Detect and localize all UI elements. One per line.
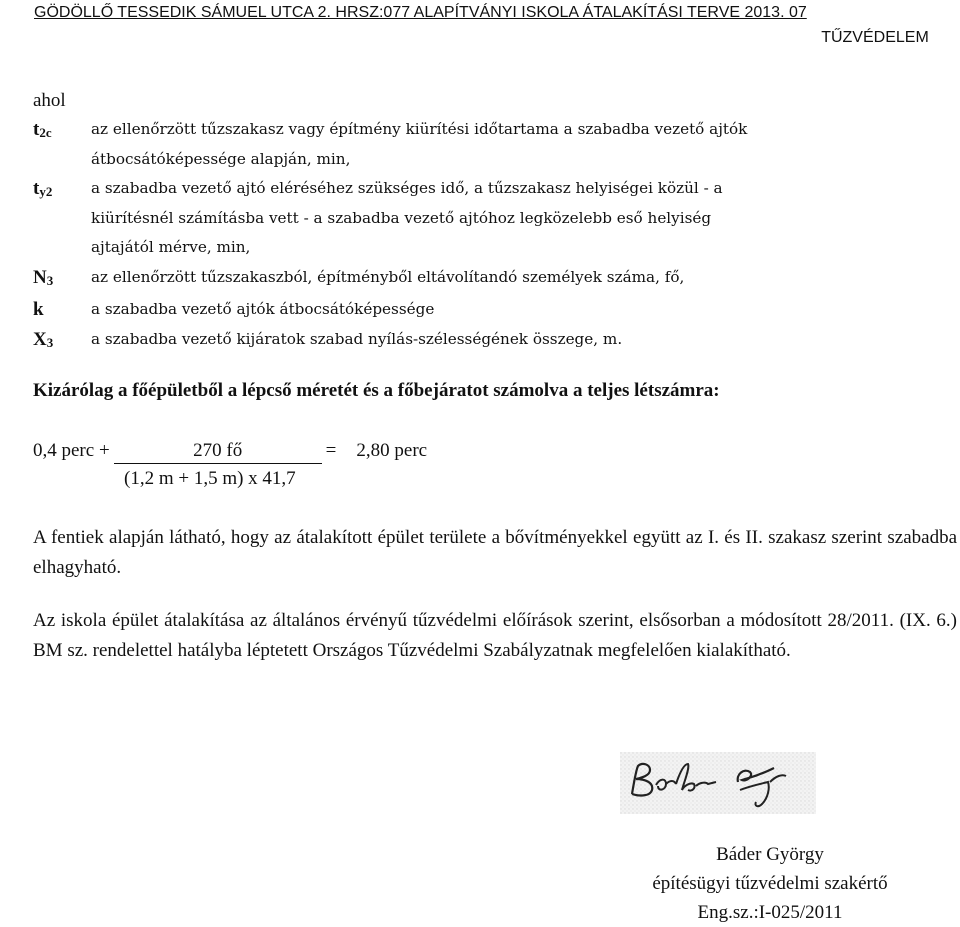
definition-row bbox=[33, 115, 928, 174]
formula-prefix: 0,4 perc + bbox=[33, 440, 110, 461]
definition-symbol bbox=[33, 295, 91, 325]
definition-line: a szabadba vezető kijáratok szabad nyílás-szélességének összege, m. bbox=[91, 329, 623, 348]
definition-symbol bbox=[33, 325, 91, 358]
signature-block bbox=[590, 840, 950, 927]
signer-name: Báder György bbox=[716, 844, 824, 865]
definition-description bbox=[91, 174, 928, 263]
document-header-title: GÖDÖLLŐ TESSEDIK SÁMUEL UTCA 2. HRSZ:077 ALAPÍTVÁNYI ISKOLA ÁTALAKÍTÁSI TERVE 2013. 07 bbox=[34, 4, 807, 21]
definition-row bbox=[33, 295, 928, 325]
definitions-block bbox=[33, 86, 928, 357]
symbol-main: X bbox=[33, 328, 47, 350]
definition-line: az ellenőrzött tűzszakasz vagy építmény kiürítési időtartama a szabadba vezető ajtók bbox=[91, 120, 748, 138]
formula-line bbox=[33, 437, 427, 465]
definition-line: átbocsátóképessége alapján, min, bbox=[91, 149, 351, 168]
formula-numerator: 270 fő bbox=[114, 439, 322, 464]
definition-symbol bbox=[33, 115, 91, 174]
definition-line: a szabadba vezető ajtó eléréséhez szükséges idő, a tűzszakasz helyiségei közül - a bbox=[91, 179, 723, 197]
paragraph-conclusion: A fentiek alapján látható, hogy az átalakított épület területe a bővítményekkel együtt az I. és II. szakasz szerint szabadba elhagyható. bbox=[33, 527, 957, 578]
definition-row bbox=[33, 174, 928, 263]
signer-registration: Eng.sz.:I-025/2011 bbox=[697, 902, 843, 923]
definition-description bbox=[91, 263, 928, 296]
definition-line: kiürítésnél számításba vett - a szabadba vezető ajtóhoz legközelebb eső helyiség bbox=[91, 208, 712, 227]
symbol-main: t bbox=[33, 178, 40, 199]
formula-equals: = bbox=[325, 440, 337, 461]
symbol-subscript: 2c bbox=[39, 125, 52, 140]
formula-denominator: (1,2 m + 1,5 m) x 41,7 bbox=[124, 468, 296, 489]
section-heading: Kizárólag a főépületből a lépcső méretét és a főbejáratot számolva a teljes létszámra: bbox=[33, 380, 720, 401]
symbol-subscript: 3 bbox=[46, 272, 54, 288]
definition-line: az ellenőrzött tűzszakaszból, építményből eltávolítandó személyek száma, fő, bbox=[91, 267, 685, 286]
definition-row bbox=[33, 263, 928, 296]
symbol-subscript: y2 bbox=[39, 184, 53, 199]
definition-description bbox=[91, 325, 928, 358]
symbol-main: k bbox=[33, 299, 44, 320]
paragraph-compliance: Az iskola épület átalakítása az általános érvényű tűzvédelmi előírások szerint, elsősorban a módosított 28/2011. (IX. 6.) BM sz. rendelettel hatályba léptetett Országos Tűzvédelmi Szabályzatnak megfelelően kialakítható. bbox=[33, 610, 957, 661]
definitions-intro: ahol bbox=[33, 90, 66, 111]
calculation-formula bbox=[33, 437, 427, 493]
definition-description bbox=[91, 115, 928, 174]
signer-title: építésügyi tűzvédelmi szakértő bbox=[652, 873, 888, 894]
document-header-subtitle: TŰZVÉDELEM bbox=[821, 29, 929, 46]
handwritten-signature bbox=[620, 752, 816, 814]
definition-row bbox=[33, 325, 928, 358]
symbol-subscript: 3 bbox=[46, 334, 54, 350]
definition-line: a szabadba vezető ajtók átbocsátóképessége bbox=[91, 300, 435, 318]
definition-symbol bbox=[33, 174, 91, 263]
symbol-main: t bbox=[33, 119, 40, 140]
definition-symbol bbox=[33, 263, 91, 296]
formula-result: 2,80 perc bbox=[356, 440, 428, 461]
symbol-main: N bbox=[33, 266, 47, 288]
definition-description bbox=[91, 295, 928, 325]
definition-line: ajtajától mérve, min, bbox=[91, 238, 251, 256]
